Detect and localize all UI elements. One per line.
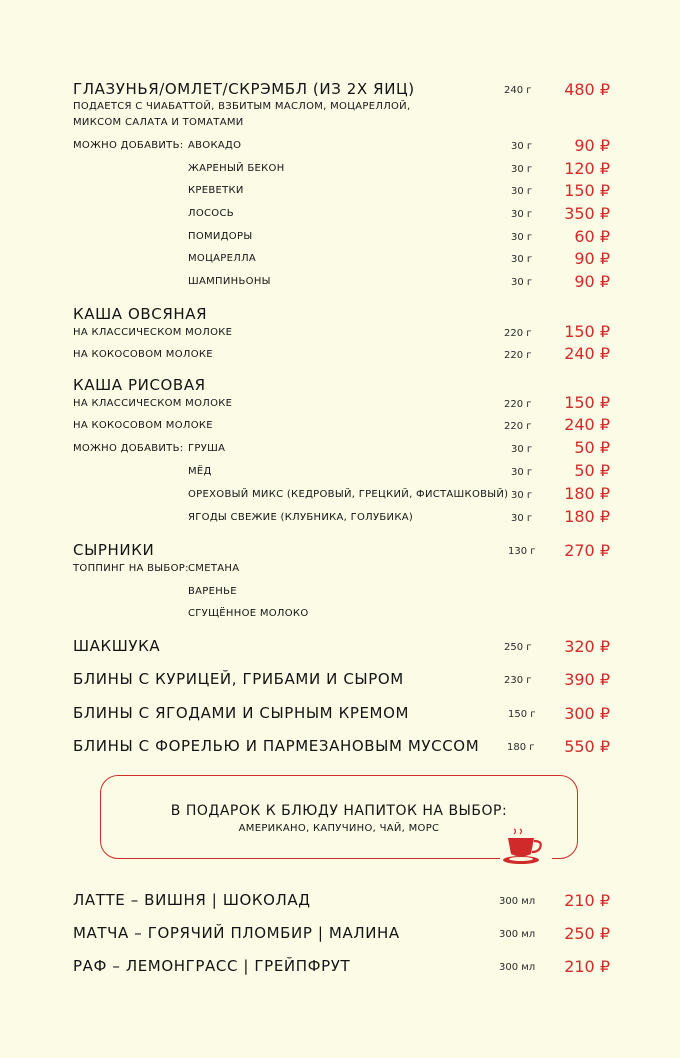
dish-title-rice: КАША РИСОВАЯ bbox=[73, 376, 206, 394]
addon-name: ЯГОДЫ СВЕЖИЕ (КЛУБНИКА, ГОЛУБИКА) bbox=[188, 512, 414, 523]
addon-price: 120 ₽ bbox=[564, 159, 610, 178]
addon-weight: 30 г bbox=[511, 141, 533, 152]
addon-name: МЁД bbox=[188, 466, 212, 477]
addon-price: 90 ₽ bbox=[574, 249, 610, 268]
dish-name: БЛИНЫ С ЯГОДАМИ И СЫРНЫМ КРЕМОМ bbox=[73, 704, 410, 722]
addon-weight: 30 г bbox=[511, 254, 533, 265]
option-weight: 220 г bbox=[504, 399, 532, 410]
addon-name: ЖАРЕНЫЙ БЕКОН bbox=[188, 163, 285, 174]
addon-weight: 30 г bbox=[511, 164, 533, 175]
addon-weight: 30 г bbox=[511, 444, 533, 455]
drink-volume: 300 мл bbox=[499, 929, 536, 940]
promo-title: В ПОДАРОК К БЛЮДУ НАПИТОК НА ВЫБОР: bbox=[170, 803, 508, 819]
promo-subtitle: АМЕРИКАНО, КАПУЧИНО, ЧАЙ, МОРС bbox=[238, 823, 440, 834]
addon-price: 350 ₽ bbox=[564, 204, 610, 223]
option-weight: 220 г bbox=[504, 421, 532, 432]
drink-price: 250 ₽ bbox=[564, 924, 610, 943]
dish-weight: 230 г bbox=[504, 675, 532, 686]
addon-price: 50 ₽ bbox=[574, 461, 610, 480]
option-weight: 220 г bbox=[504, 350, 532, 361]
topping-label: ТОППИНГ НА ВЫБОР: bbox=[73, 563, 189, 574]
dish-price: 550 ₽ bbox=[564, 737, 610, 756]
dish-price: 480 ₽ bbox=[564, 80, 610, 99]
addons-label: МОЖНО ДОБАВИТЬ: bbox=[73, 140, 184, 151]
dish-title-syrniki: СЫРНИКИ bbox=[73, 541, 155, 559]
option-name: НА КОКОСОВОМ МОЛОКЕ bbox=[73, 349, 213, 360]
addon-name: ЛОСОСЬ bbox=[188, 208, 234, 219]
coffee-cup-icon bbox=[500, 828, 552, 868]
addon-price: 180 ₽ bbox=[564, 484, 610, 503]
option-name: НА КЛАССИЧЕСКОМ МОЛОКЕ bbox=[73, 327, 233, 338]
dish-title-eggs: ГЛАЗУНЬЯ/ОМЛЕТ/СКРЭМБЛ (ИЗ 2Х ЯИЦ) bbox=[73, 80, 415, 98]
addon-weight: 30 г bbox=[511, 186, 533, 197]
option-price: 150 ₽ bbox=[564, 393, 610, 412]
option-price: 240 ₽ bbox=[564, 415, 610, 434]
dish-price: 270 ₽ bbox=[564, 541, 610, 560]
dish-name: БЛИНЫ С КУРИЦЕЙ, ГРИБАМИ И СЫРОМ bbox=[73, 670, 404, 688]
option-price: 150 ₽ bbox=[564, 322, 610, 341]
dish-price: 390 ₽ bbox=[564, 670, 610, 689]
dish-weight: 180 г bbox=[507, 742, 535, 753]
drink-price: 210 ₽ bbox=[564, 891, 610, 910]
dish-weight: 250 г bbox=[504, 642, 532, 653]
option-name: НА КОКОСОВОМ МОЛОКЕ bbox=[73, 420, 213, 431]
addon-name: ОРЕХОВЫЙ МИКС (КЕДРОВЫЙ, ГРЕЦКИЙ, ФИСТАШКОВЫЙ) bbox=[188, 489, 509, 500]
drink-name: МАТЧА – ГОРЯЧИЙ ПЛОМБИР | МАЛИНА bbox=[73, 924, 400, 942]
addon-weight: 30 г bbox=[511, 490, 533, 501]
dish-title-oat: КАША ОВСЯНАЯ bbox=[73, 305, 208, 323]
topping-name: ВАРЕНЬЕ bbox=[188, 586, 237, 597]
topping-name: СМЕТАНА bbox=[188, 563, 240, 574]
dish-price: 300 ₽ bbox=[564, 704, 610, 723]
addons-label: МОЖНО ДОБАВИТЬ: bbox=[73, 443, 184, 454]
addon-price: 150 ₽ bbox=[564, 181, 610, 200]
addon-name: ШАМПИНЬОНЫ bbox=[188, 276, 271, 287]
addon-weight: 30 г bbox=[511, 513, 533, 524]
addon-weight: 30 г bbox=[511, 209, 533, 220]
addon-weight: 30 г bbox=[511, 277, 533, 288]
dish-description: МИКСОМ САЛАТА И ТОМАТАМИ bbox=[73, 117, 244, 128]
addon-name: ПОМИДОРЫ bbox=[188, 231, 253, 242]
addon-price: 90 ₽ bbox=[574, 272, 610, 291]
dish-price: 320 ₽ bbox=[564, 637, 610, 656]
addon-price: 90 ₽ bbox=[574, 136, 610, 155]
option-weight: 220 г bbox=[504, 328, 532, 339]
drink-volume: 300 мл bbox=[499, 962, 536, 973]
addon-name: АВОКАДО bbox=[188, 140, 242, 151]
drink-price: 210 ₽ bbox=[564, 957, 610, 976]
addon-weight: 30 г bbox=[511, 467, 533, 478]
addon-name: ГРУША bbox=[188, 443, 226, 454]
dish-weight: 130 г bbox=[508, 546, 536, 557]
drink-name: РАФ – ЛЕМОНГРАСС | ГРЕЙПФРУТ bbox=[73, 957, 351, 975]
dish-weight: 150 г bbox=[508, 709, 536, 720]
dish-name: БЛИНЫ С ФОРЕЛЬЮ И ПАРМЕЗАНОВЫМ МУССОМ bbox=[73, 737, 480, 755]
addon-name: МОЦАРЕЛЛА bbox=[188, 253, 257, 264]
addon-price: 60 ₽ bbox=[574, 227, 610, 246]
topping-name: СГУЩЁННОЕ МОЛОКО bbox=[188, 608, 309, 619]
dish-name: ШАКШУКА bbox=[73, 637, 161, 655]
addon-price: 50 ₽ bbox=[574, 438, 610, 457]
drink-volume: 300 мл bbox=[499, 896, 536, 907]
option-name: НА КЛАССИЧЕСКОМ МОЛОКЕ bbox=[73, 398, 233, 409]
addon-name: КРЕВЕТКИ bbox=[188, 185, 244, 196]
dish-description: ПОДАЕТСЯ С ЧИАБАТТОЙ, ВЗБИТЫМ МАСЛОМ, МОЦАРЕЛЛОЙ, bbox=[73, 101, 411, 112]
option-price: 240 ₽ bbox=[564, 344, 610, 363]
addon-price: 180 ₽ bbox=[564, 507, 610, 526]
addon-weight: 30 г bbox=[511, 232, 533, 243]
drink-name: ЛАТТЕ – ВИШНЯ | ШОКОЛАД bbox=[73, 891, 311, 909]
dish-weight: 240 г bbox=[504, 85, 532, 96]
